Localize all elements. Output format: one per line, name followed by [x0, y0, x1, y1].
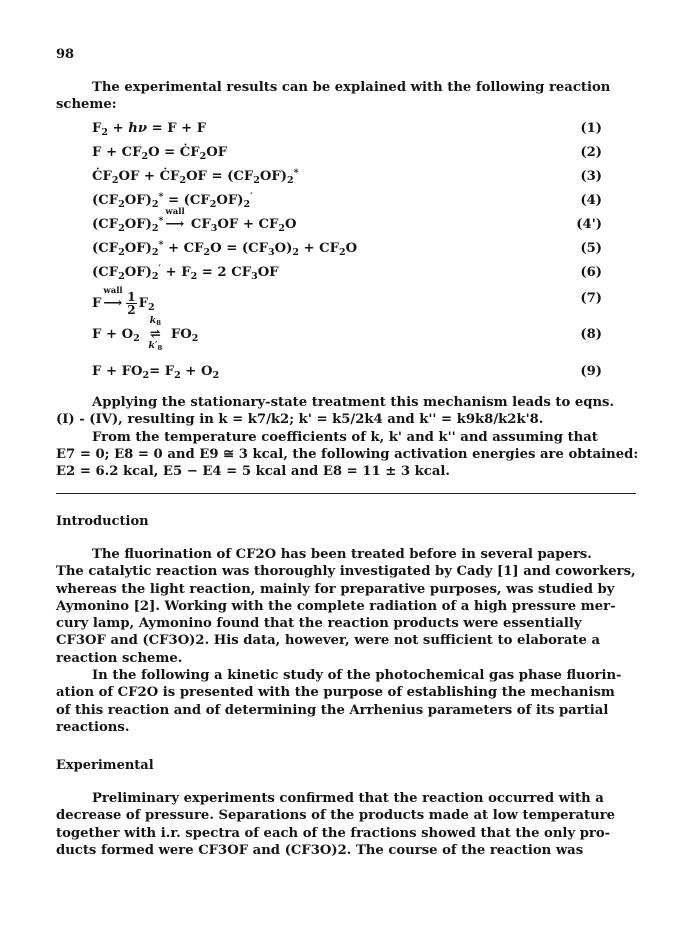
paragraph-line: E7 = 0; E8 = 0 and E9 ≅ 3 kcal, the following activation energies are obtained:: [56, 446, 639, 462]
section-divider: [56, 493, 636, 494]
intro-line: scheme:: [56, 97, 117, 113]
equation-formula: $F + FO_2= F_2 + O_2$: [92, 364, 220, 381]
paragraph-line: cury lamp, Aymonino found that the reaction products were essentially: [56, 616, 582, 632]
equation-formula: $(CF_2OF)_2^* + CF_2O = (CF_3O)_2 + CF_2O$: [92, 239, 358, 258]
equation-formula: $F + O_2$ $k_8$ ⇌ $k'_8$ $FO_2$: [92, 315, 199, 353]
paragraph-line: reactions.: [56, 719, 130, 735]
equation-formula: $ĊF_2OF$ + $ĊF_2OF = (CF_2OF)_2^*$: [92, 167, 299, 186]
equation-number: (7): [580, 291, 602, 306]
paragraph-line: ducts formed were CF3OF and (CF3O)2. The course of the reaction was: [56, 842, 584, 858]
introduction-paragraph: [56, 546, 636, 736]
wall-arrow: wall ⟶: [103, 286, 123, 311]
paragraph-line: decrease of pressure. Separations of the products made at low temperature: [56, 808, 616, 824]
equation-7: [92, 286, 602, 317]
wall-label: wall: [103, 286, 123, 296]
equation-3: [92, 169, 602, 189]
wall-label: wall: [165, 207, 185, 217]
equation-6: [92, 265, 602, 285]
experimental-paragraph: [56, 790, 636, 859]
equation-number: (4'): [576, 217, 602, 232]
paragraph-line: of this reaction and of determining the Arrhenius parameters of its partial: [56, 702, 609, 718]
equation-formula: F wall ⟶ $\frac{1}{2}$ $F_2$: [92, 286, 155, 317]
paragraph-line: The fluorination of CF2O has been treated before in several papers.: [92, 547, 592, 562]
equation-number: (1): [580, 121, 602, 136]
section-heading-introduction: Introduction: [56, 514, 149, 529]
equation-1: [92, 121, 602, 141]
equation-number: (5): [580, 241, 602, 256]
section-heading-experimental: Experimental: [56, 758, 154, 773]
equation-9: [92, 364, 602, 384]
fraction-one-half: $\frac{1}{2}$: [127, 290, 136, 317]
equation-formula: $(CF_2OF)_2^* = (CF_2OF)_2'$: [92, 191, 253, 210]
paragraph-line: E2 = 6.2 kcal, E5 − E4 = 5 kcal and E8 = 11 ± 3 kcal.: [56, 464, 450, 480]
paragraph-line: The catalytic reaction was thoroughly investigated by Cady [1] and coworkers,: [56, 564, 636, 580]
equation-8: [92, 315, 602, 353]
equilibrium-arrow: $k_8$ ⇌ $k'_8$: [148, 315, 163, 353]
wall-arrow: wall ⟶: [165, 207, 185, 232]
intro-paragraph: [56, 79, 636, 114]
equation-number: (8): [580, 327, 602, 342]
page-number: 98: [56, 47, 75, 62]
paragraph-line: From the temperature coefficients of k, k' and k'' and assuming that: [92, 429, 598, 445]
equation-formula: $(CF_2OF)_2^*$ wall ⟶ $CF_3OF + CF_2O$: [92, 207, 297, 234]
equation-number: (2): [580, 145, 602, 160]
paragraph-line: Aymonino [2]. Working with the complete radiation of a high pressure mer-: [56, 598, 616, 614]
kinetics-paragraph: [56, 394, 639, 480]
paragraph-line: reaction scheme.: [56, 650, 183, 666]
equation-number: (9): [580, 364, 602, 379]
equation-formula: $(CF_2OF)_2' + F_2 = 2$ $CF_3OF$: [92, 263, 279, 282]
paragraph-line: In the following a kinetic study of the photochemical gas phase fluorin-: [92, 668, 622, 684]
paragraph-line: Applying the stationary-state treatment this mechanism leads to eqns.: [92, 395, 615, 410]
paragraph-line: whereas the light reaction, mainly for preparative purposes, was studied by: [56, 581, 615, 597]
equation-formula: $F_2 + h\nu = F + F$: [92, 121, 207, 138]
equation-number: (4): [580, 193, 602, 208]
paragraph-line: ation of CF2O is presented with the purpose of establishing the mechanism: [56, 685, 615, 701]
equation-formula: $F + CF_2O$ = $ĊF_2OF$: [92, 145, 228, 162]
equation-2: [92, 145, 602, 165]
equation-number: (3): [580, 169, 602, 184]
paragraph-line: Preliminary experiments confirmed that the reaction occurred with a: [92, 791, 604, 806]
equation-number: (6): [580, 265, 602, 280]
paragraph-line: together with i.r. spectra of each of the fractions showed that the only pro-: [56, 825, 611, 841]
paragraph-line: CF3OF and (CF3O)2. His data, however, were not sufficient to elaborate a: [56, 633, 601, 649]
intro-line: The experimental results can be explained with the following reaction: [92, 80, 611, 95]
equation-4-prime: [92, 207, 602, 237]
paragraph-line: (I) - (IV), resulting in k = k7/k2; k' = k5/2k4 and k'' = k9k8/k2k'8.: [56, 412, 544, 428]
equation-5: [92, 241, 602, 261]
